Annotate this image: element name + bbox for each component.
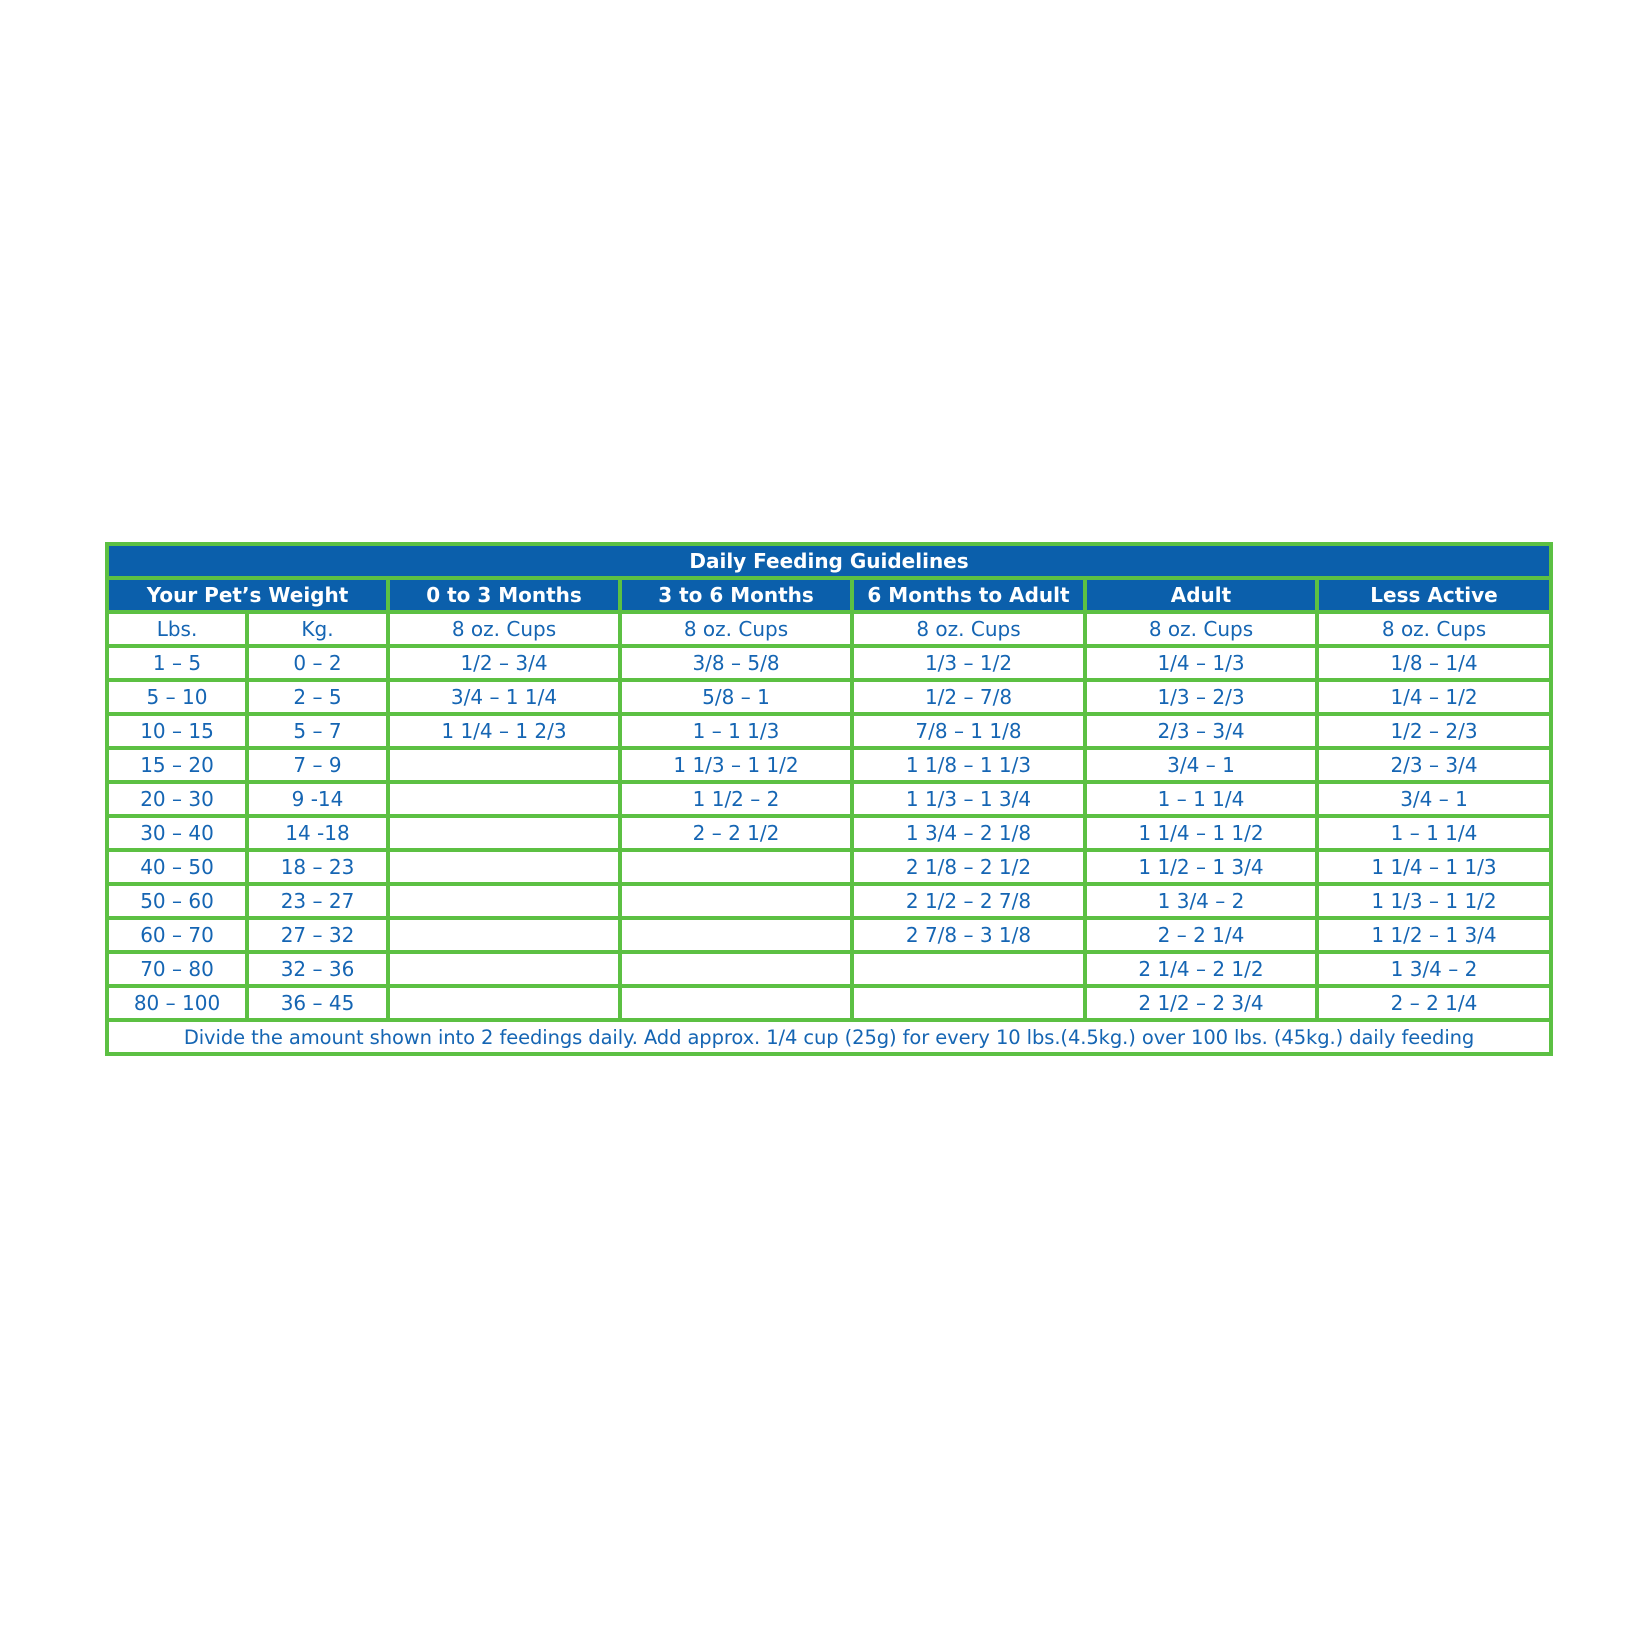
- weight-kg-cell: 23 – 27: [247, 884, 388, 918]
- title-row: [107, 544, 1551, 578]
- header-less-active: Less Active: [1317, 578, 1551, 612]
- table-row: [107, 782, 1551, 816]
- table-body: [107, 612, 1551, 1020]
- units-row: [107, 612, 1551, 646]
- amount-less-active-cell: 2/3 – 3/4: [1317, 748, 1551, 782]
- amount-0-3-months-cell: [388, 816, 620, 850]
- amount-6-months-adult-cell: 2 7/8 – 3 1/8: [852, 918, 1085, 952]
- amount-less-active-cell: 1 1/3 – 1 1/2: [1317, 884, 1551, 918]
- note-row: [107, 1020, 1551, 1054]
- feeding-guidelines-chart: [105, 542, 1549, 1056]
- amount-less-active-cell: 1/2 – 2/3: [1317, 714, 1551, 748]
- header-6-months-adult: 6 Months to Adult: [852, 578, 1085, 612]
- amount-0-3-months-cell: [388, 952, 620, 986]
- amount-0-3-months-cell: 1/2 – 3/4: [388, 646, 620, 680]
- header-weight: Your Pet’s Weight: [107, 578, 388, 612]
- amount-less-active-cell: 2 – 2 1/4: [1317, 986, 1551, 1020]
- amount-adult-cell: 2 – 2 1/4: [1085, 918, 1317, 952]
- amount-0-3-months-cell: [388, 918, 620, 952]
- amount-adult-cell: 1/3 – 2/3: [1085, 680, 1317, 714]
- table-title: Daily Feeding Guidelines: [107, 544, 1551, 578]
- amount-3-6-months-cell: 2 – 2 1/2: [620, 816, 852, 850]
- feeding-note: Divide the amount shown into 2 feedings daily. Add approx. 1/4 cup (25g) for every 10 lbs.(4.5kg.) over 100 lbs. (45kg.) daily feeding: [107, 1020, 1551, 1054]
- unit-cups: 8 oz. Cups: [1317, 612, 1551, 646]
- table-row: [107, 748, 1551, 782]
- table-row: [107, 884, 1551, 918]
- table-row: [107, 952, 1551, 986]
- weight-kg-cell: 2 – 5: [247, 680, 388, 714]
- header-row: [107, 578, 1551, 612]
- unit-cups: 8 oz. Cups: [1085, 612, 1317, 646]
- amount-adult-cell: 2 1/4 – 2 1/2: [1085, 952, 1317, 986]
- amount-3-6-months-cell: [620, 850, 852, 884]
- amount-6-months-adult-cell: 7/8 – 1 1/8: [852, 714, 1085, 748]
- amount-less-active-cell: 3/4 – 1: [1317, 782, 1551, 816]
- amount-0-3-months-cell: 3/4 – 1 1/4: [388, 680, 620, 714]
- amount-less-active-cell: 1 1/4 – 1 1/3: [1317, 850, 1551, 884]
- amount-0-3-months-cell: [388, 748, 620, 782]
- weight-kg-cell: 32 – 36: [247, 952, 388, 986]
- amount-adult-cell: 1 1/2 – 1 3/4: [1085, 850, 1317, 884]
- weight-lbs-cell: 30 – 40: [107, 816, 247, 850]
- unit-kg: Kg.: [247, 612, 388, 646]
- weight-lbs-cell: 1 – 5: [107, 646, 247, 680]
- amount-6-months-adult-cell: 2 1/2 – 2 7/8: [852, 884, 1085, 918]
- table-row: [107, 986, 1551, 1020]
- weight-lbs-cell: 15 – 20: [107, 748, 247, 782]
- amount-6-months-adult-cell: [852, 952, 1085, 986]
- weight-lbs-cell: 60 – 70: [107, 918, 247, 952]
- amount-0-3-months-cell: 1 1/4 – 1 2/3: [388, 714, 620, 748]
- weight-lbs-cell: 5 – 10: [107, 680, 247, 714]
- amount-adult-cell: 2/3 – 3/4: [1085, 714, 1317, 748]
- weight-lbs-cell: 80 – 100: [107, 986, 247, 1020]
- amount-adult-cell: 1 – 1 1/4: [1085, 782, 1317, 816]
- unit-lbs: Lbs.: [107, 612, 247, 646]
- weight-kg-cell: 36 – 45: [247, 986, 388, 1020]
- amount-less-active-cell: 1 – 1 1/4: [1317, 816, 1551, 850]
- weight-lbs-cell: 70 – 80: [107, 952, 247, 986]
- amount-6-months-adult-cell: 2 1/8 – 2 1/2: [852, 850, 1085, 884]
- weight-kg-cell: 27 – 32: [247, 918, 388, 952]
- amount-0-3-months-cell: [388, 884, 620, 918]
- amount-3-6-months-cell: [620, 952, 852, 986]
- header-0-3-months: 0 to 3 Months: [388, 578, 620, 612]
- amount-less-active-cell: 1/8 – 1/4: [1317, 646, 1551, 680]
- weight-kg-cell: 7 – 9: [247, 748, 388, 782]
- header-3-6-months: 3 to 6 Months: [620, 578, 852, 612]
- table-row: [107, 714, 1551, 748]
- amount-6-months-adult-cell: [852, 986, 1085, 1020]
- amount-less-active-cell: 1 3/4 – 2: [1317, 952, 1551, 986]
- amount-3-6-months-cell: [620, 986, 852, 1020]
- feeding-table: [105, 542, 1553, 1056]
- amount-3-6-months-cell: 1 1/2 – 2: [620, 782, 852, 816]
- amount-0-3-months-cell: [388, 782, 620, 816]
- amount-3-6-months-cell: [620, 918, 852, 952]
- amount-6-months-adult-cell: 1/3 – 1/2: [852, 646, 1085, 680]
- amount-adult-cell: 1 1/4 – 1 1/2: [1085, 816, 1317, 850]
- amount-6-months-adult-cell: 1 3/4 – 2 1/8: [852, 816, 1085, 850]
- amount-3-6-months-cell: 1 1/3 – 1 1/2: [620, 748, 852, 782]
- weight-kg-cell: 5 – 7: [247, 714, 388, 748]
- header-adult: Adult: [1085, 578, 1317, 612]
- amount-adult-cell: 3/4 – 1: [1085, 748, 1317, 782]
- amount-6-months-adult-cell: 1 1/3 – 1 3/4: [852, 782, 1085, 816]
- weight-kg-cell: 0 – 2: [247, 646, 388, 680]
- table-row: [107, 816, 1551, 850]
- weight-kg-cell: 18 – 23: [247, 850, 388, 884]
- amount-adult-cell: 1/4 – 1/3: [1085, 646, 1317, 680]
- unit-cups: 8 oz. Cups: [620, 612, 852, 646]
- amount-3-6-months-cell: 3/8 – 5/8: [620, 646, 852, 680]
- unit-cups: 8 oz. Cups: [852, 612, 1085, 646]
- table-row: [107, 850, 1551, 884]
- amount-3-6-months-cell: 5/8 – 1: [620, 680, 852, 714]
- amount-less-active-cell: 1/4 – 1/2: [1317, 680, 1551, 714]
- amount-adult-cell: 1 3/4 – 2: [1085, 884, 1317, 918]
- table-row: [107, 680, 1551, 714]
- weight-lbs-cell: 20 – 30: [107, 782, 247, 816]
- weight-lbs-cell: 40 – 50: [107, 850, 247, 884]
- amount-less-active-cell: 1 1/2 – 1 3/4: [1317, 918, 1551, 952]
- table-row: [107, 918, 1551, 952]
- amount-6-months-adult-cell: 1/2 – 7/8: [852, 680, 1085, 714]
- amount-0-3-months-cell: [388, 986, 620, 1020]
- amount-6-months-adult-cell: 1 1/8 – 1 1/3: [852, 748, 1085, 782]
- weight-lbs-cell: 10 – 15: [107, 714, 247, 748]
- amount-3-6-months-cell: [620, 884, 852, 918]
- table-row: [107, 646, 1551, 680]
- amount-0-3-months-cell: [388, 850, 620, 884]
- weight-kg-cell: 9 -14: [247, 782, 388, 816]
- weight-kg-cell: 14 -18: [247, 816, 388, 850]
- unit-cups: 8 oz. Cups: [388, 612, 620, 646]
- amount-adult-cell: 2 1/2 – 2 3/4: [1085, 986, 1317, 1020]
- weight-lbs-cell: 50 – 60: [107, 884, 247, 918]
- amount-3-6-months-cell: 1 – 1 1/3: [620, 714, 852, 748]
